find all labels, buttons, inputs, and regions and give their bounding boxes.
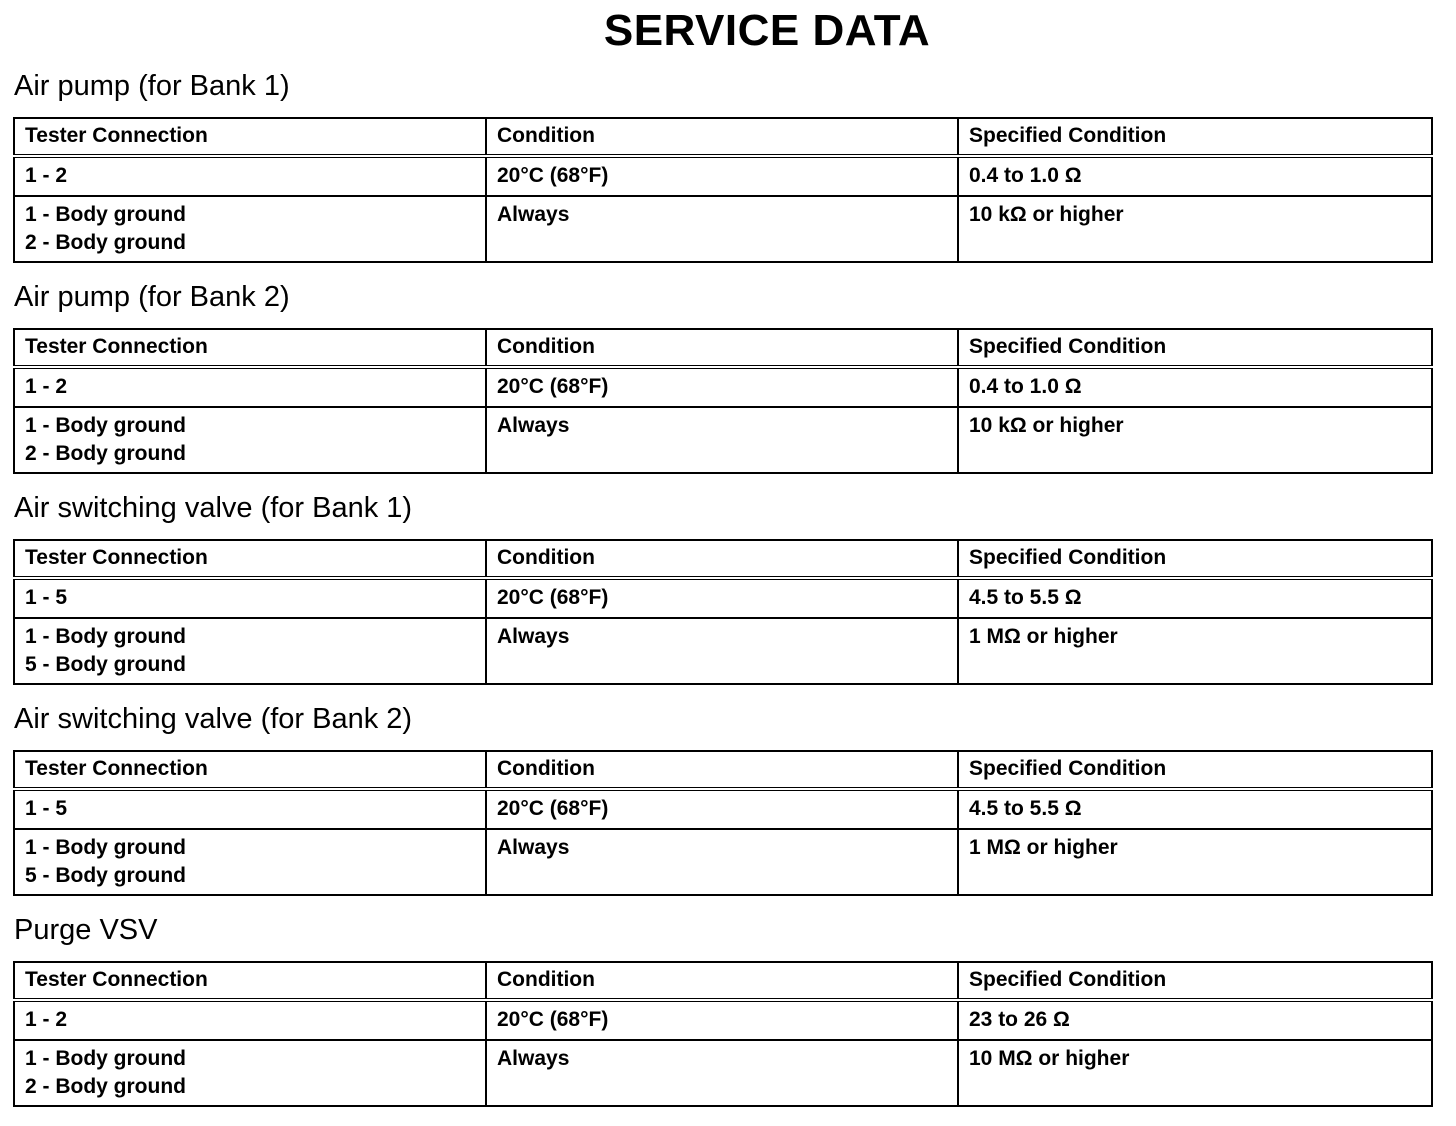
col-header-tester: Tester Connection — [14, 118, 486, 156]
tester-cell — [14, 367, 486, 407]
spec-table — [13, 750, 1433, 896]
spec-table — [13, 961, 1433, 1107]
table-row — [14, 829, 1432, 895]
tester-line: 1 - Body ground — [25, 625, 186, 648]
specified-cell: 10 kΩ or higher — [958, 196, 1432, 262]
col-header-tester: Tester Connection — [14, 329, 486, 367]
header-row — [14, 962, 1432, 1000]
tester-line: 1 - 2 — [25, 375, 68, 398]
spec-table — [13, 539, 1433, 685]
tester-line: 1 - Body ground — [25, 203, 186, 226]
tester-line: 1 - 2 — [25, 1008, 68, 1031]
condition-cell: 20°C (68°F) — [486, 1000, 958, 1040]
tester-line: 5 - Body ground — [25, 653, 186, 676]
tester-line: 2 - Body ground — [25, 231, 186, 254]
condition-cell: Always — [486, 407, 958, 473]
tester-line: 1 - Body ground — [25, 414, 186, 437]
col-header-tester: Tester Connection — [14, 540, 486, 578]
tester-cell — [14, 789, 486, 829]
tester-line: 1 - 2 — [25, 164, 68, 187]
condition-cell: 20°C (68°F) — [486, 156, 958, 196]
tester-line: 1 - Body ground — [25, 1047, 186, 1070]
table-row — [14, 578, 1432, 618]
table-row — [14, 156, 1432, 196]
tester-line: 5 - Body ground — [25, 864, 186, 887]
specified-cell: 4.5 to 5.5 Ω — [958, 578, 1432, 618]
header-row — [14, 540, 1432, 578]
tester-cell — [14, 196, 486, 262]
table-row — [14, 367, 1432, 407]
specified-cell: 0.4 to 1.0 Ω — [958, 367, 1432, 407]
table-row — [14, 196, 1432, 262]
page-title: SERVICE DATA — [603, 6, 931, 55]
condition-cell: Always — [486, 618, 958, 684]
section-heading: Air switching valve (for Bank 2) — [14, 703, 413, 735]
col-header-condition: Condition — [486, 962, 958, 1000]
col-header-specified: Specified Condition — [958, 962, 1432, 1000]
condition-cell: Always — [486, 829, 958, 895]
col-header-condition: Condition — [486, 118, 958, 156]
table-row — [14, 407, 1432, 473]
tester-cell — [14, 618, 486, 684]
specified-cell: 1 MΩ or higher — [958, 618, 1432, 684]
tester-line: 1 - Body ground — [25, 836, 186, 859]
table-row — [14, 789, 1432, 829]
specified-cell: 10 kΩ or higher — [958, 407, 1432, 473]
col-header-specified: Specified Condition — [958, 118, 1432, 156]
section-heading: Air pump (for Bank 2) — [14, 281, 290, 313]
table-row — [14, 1000, 1432, 1040]
header-row — [14, 118, 1432, 156]
section-heading: Air pump (for Bank 1) — [14, 70, 290, 102]
specified-cell: 1 MΩ or higher — [958, 829, 1432, 895]
tester-cell — [14, 1000, 486, 1040]
tester-line: 1 - 5 — [25, 586, 68, 609]
specified-cell: 10 MΩ or higher — [958, 1040, 1432, 1106]
specified-cell: 23 to 26 Ω — [958, 1000, 1432, 1040]
specified-cell: 4.5 to 5.5 Ω — [958, 789, 1432, 829]
tester-line: 2 - Body ground — [25, 1075, 186, 1098]
section-heading: Purge VSV — [14, 914, 158, 946]
tester-line: 1 - 5 — [25, 797, 68, 820]
tester-cell — [14, 578, 486, 618]
spec-table — [13, 117, 1433, 263]
col-header-condition: Condition — [486, 540, 958, 578]
col-header-tester: Tester Connection — [14, 751, 486, 789]
header-row — [14, 329, 1432, 367]
col-header-specified: Specified Condition — [958, 329, 1432, 367]
tester-line: 2 - Body ground — [25, 442, 186, 465]
condition-cell: Always — [486, 196, 958, 262]
specified-cell: 0.4 to 1.0 Ω — [958, 156, 1432, 196]
condition-cell: Always — [486, 1040, 958, 1106]
condition-cell: 20°C (68°F) — [486, 789, 958, 829]
tester-cell — [14, 829, 486, 895]
tester-cell — [14, 1040, 486, 1106]
col-header-condition: Condition — [486, 329, 958, 367]
section-heading: Air switching valve (for Bank 1) — [14, 492, 413, 524]
table-row — [14, 618, 1432, 684]
tester-cell — [14, 407, 486, 473]
table-row — [14, 1040, 1432, 1106]
header-row — [14, 751, 1432, 789]
spec-table — [13, 328, 1433, 474]
col-header-specified: Specified Condition — [958, 540, 1432, 578]
condition-cell: 20°C (68°F) — [486, 367, 958, 407]
col-header-condition: Condition — [486, 751, 958, 789]
col-header-specified: Specified Condition — [958, 751, 1432, 789]
condition-cell: 20°C (68°F) — [486, 578, 958, 618]
col-header-tester: Tester Connection — [14, 962, 486, 1000]
tester-cell — [14, 156, 486, 196]
